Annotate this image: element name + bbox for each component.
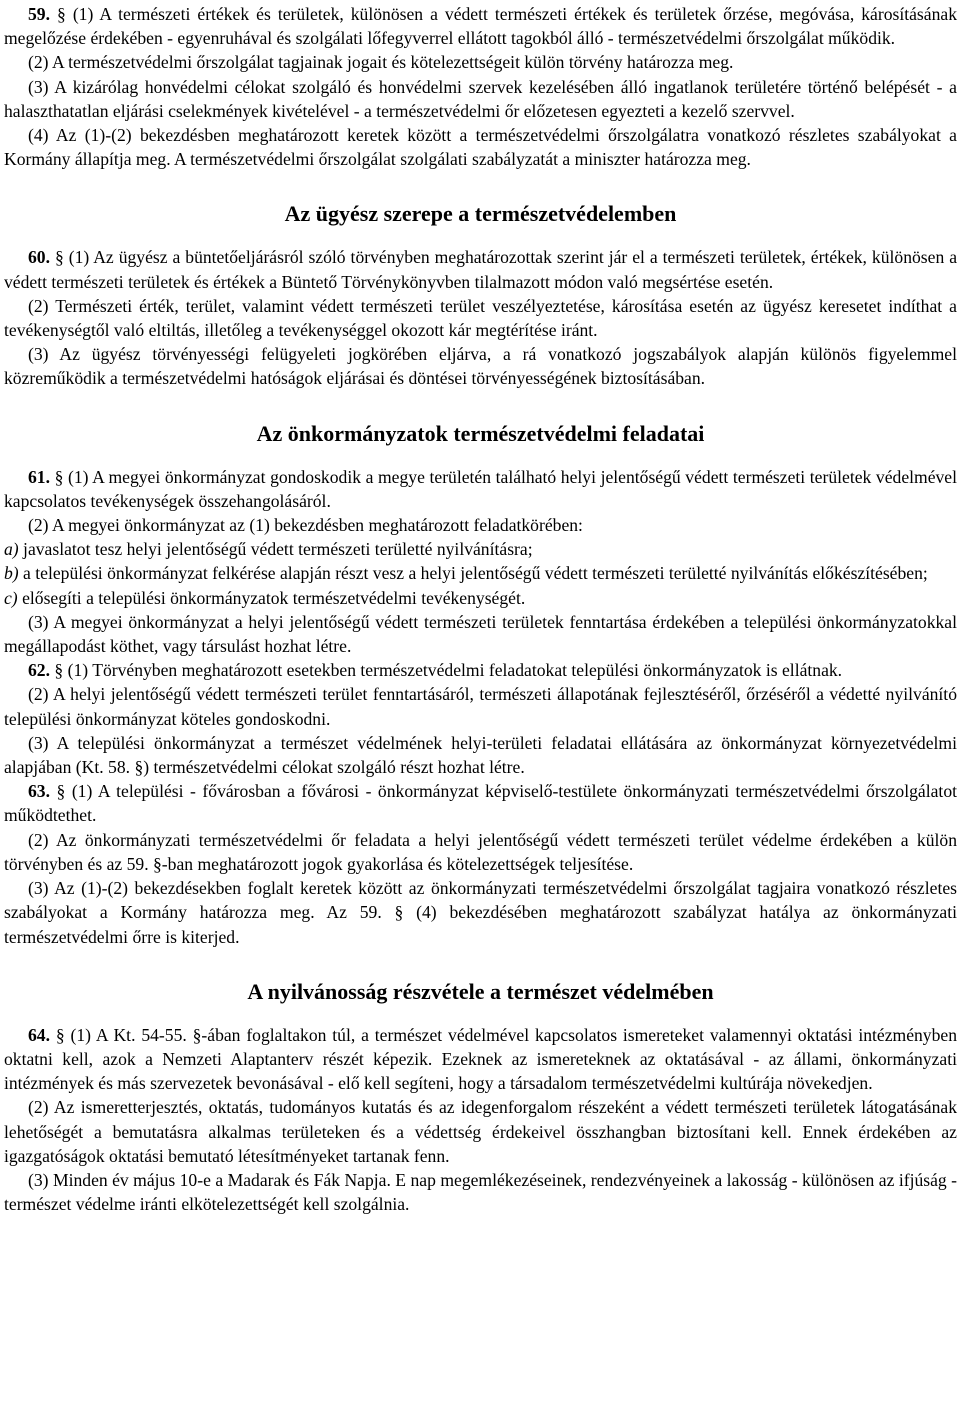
section-61-paragraph-3: (3) A megyei önkormányzat a helyi jelentőségű védett természeti területek fenntartása érdekében a települési önkormányzatokkal megállapodást köthet, vagy társulást hozhat létre. [4, 611, 957, 657]
section-number: 62. [28, 660, 50, 681]
item-letter: b) [4, 563, 19, 584]
section-61-item-a [4, 537, 957, 561]
section-62-paragraph-1 [4, 658, 957, 682]
heading-ugyesz: Az ügyész szerepe a természetvédelemben [284, 201, 677, 227]
section-symbol: § [54, 660, 64, 681]
section-64-paragraph-2: (2) Az ismeretterjesztés, oktatás, tudományos kutatás és az idegenforgalom részeként a védett természeti területek látogatásának lehetőségét a bemutatásra alkalmas területeken és a védettség érdekeivel összhangban biztosítani kell. Ennek érdekében az igazgatóságok oktatási bemutató létesítményeket tartanak fenn. [4, 1097, 957, 1166]
item-letter: c) [4, 587, 18, 608]
section-64-paragraph-1 [4, 1023, 957, 1096]
section-61-paragraph-2: (2) A megyei önkormányzat az (1) bekezdésben meghatározott feladatkörében: [28, 515, 583, 536]
section-number: 60. [28, 247, 50, 268]
section-symbol: § [54, 466, 64, 487]
heading-nyilvanossag: A nyilvánosság részvétele a természet védelmében [247, 978, 714, 1004]
section-63-paragraph-2: (2) Az önkormányzati természetvédelmi őr feladata a helyi jelentőségű védett természeti terület védelme érdekében a külön törvényben és az 59. §-ban meghatározott jogok gyakorlása és kötelezettségek teljesítése. [4, 829, 957, 874]
paragraph-text: (1) A települési - fővárosban a fővárosi - önkormányzat képviselő-testülete önkormányzati természetvédelmi őrszolgálatot működtethet. [4, 781, 957, 826]
section-number: 64. [28, 1024, 50, 1045]
section-61-item-c [4, 586, 957, 610]
item-text: javaslatot tesz helyi jelentőségű védett természeti területté nyilvánításra; [18, 539, 533, 560]
section-60-paragraph-2: (2) Természeti érték, terület, valamint védett természeti terület veszélyeztetése, károsítása esetén az ügyész keresetet indíthat a tevékenységtől való eltiltás, illetőleg a tevékenységgel okozott kár megtérítése iránt. [4, 295, 957, 341]
section-61-paragraph-1 [4, 465, 957, 513]
paragraph-text: (1) A megyei önkormányzat gondoskodik a megye területén található helyi jelentőségű védett természeti területek védelmével kapcsolatos tevékenységek összehangolásáról. [4, 466, 958, 511]
section-59-paragraph-1 [4, 2, 957, 50]
item-letter: a) [4, 539, 19, 560]
section-60-paragraph-3: (3) Az ügyész törvényességi felügyeleti jogkörében eljárva, a rá vonatkozó jogszabályok alapján különös figyelemmel közreműködik a természetvédelmi hatóságok eljárásai és döntései törvényességének biztosításában. [4, 344, 957, 389]
section-symbol: § [55, 1024, 65, 1045]
section-symbol: § [56, 781, 66, 802]
section-63-paragraph-3: (3) Az (1)-(2) bekezdésekben foglalt keretek között az önkormányzati természetvédelmi őrszolgálat tagjaira vonatkozó részletes szabályokat a Kormány határozza meg. Az 59. § (4) bekezdésében meghatározott szabályzat hatálya az önkormányzati természetvédelmi őrre is kiterjed. [4, 878, 957, 947]
document-page [4, 2, 957, 1216]
section-64-paragraph-3: (3) Minden év május 10-e a Madarak és Fák Napja. E nap megemlékezéseinek, rendezvényeinek a lakosság - különösen az ifjúság - természet védelme iránti elkötelezettségét kell szolgálnia. [4, 1169, 957, 1215]
paragraph-text: (1) A természeti értékek és területek, különösen a védett természeti értékek és területek őrzése, megóvása, károsításának megelőzése érdekében - egyenruhával és szolgálati lőfegyverrel ellátott tagokból álló - természetvédelmi őrszolgálat működik. [4, 4, 957, 49]
item-text: a települési önkormányzat felkérése alapján részt vesz a helyi jelentőségű védett természeti területté nyilvánítás előkészítésében; [18, 563, 928, 584]
item-text: elősegíti a települési önkormányzatok természetvédelmi tevékenységét. [17, 587, 526, 608]
section-59-paragraph-3: (3) A kizárólag honvédelmi célokat szolgáló és honvédelmi szervek kezelésében álló ingatlanok területére történő belépését - a halaszthatatlan eljárási cselekmények kivételével - a természetvédelmi őr előzetesen egyezteti a kezelő szervvel. [4, 76, 957, 121]
section-63-paragraph-1 [4, 779, 957, 827]
section-61-item-b [4, 561, 957, 585]
section-62-paragraph-2: (2) A helyi jelentőségű védett természeti terület fenntartásáról, természeti állapotának fejlesztéséről, őrzéséről a védetté nyilvánító települési önkormányzat köteles gondoskodni. [4, 684, 957, 729]
section-number: 61. [28, 466, 50, 487]
section-symbol: § [54, 247, 64, 268]
section-60-paragraph-1 [4, 245, 957, 293]
section-number: 59. [28, 4, 50, 24]
paragraph-text: (1) Törvényben meghatározott esetekben természetvédelmi feladatokat települési önkormányzatok is ellátnak. [63, 660, 843, 681]
section-59-paragraph-2: (2) A természetvédelmi őrszolgálat tagjainak jogait és kötelezettségeit külön törvény határozza meg. [28, 52, 734, 73]
section-number: 63. [28, 781, 50, 802]
section-59-paragraph-4: (4) Az (1)-(2) bekezdésben meghatározott keretek között a természetvédelmi őrszolgálatra vonatkozó részletes szabályokat a Kormány állapítja meg. A természetvédelmi őrszolgálat szolgálati szabályzatát a miniszter határozza meg. [4, 125, 957, 170]
heading-onkormanyzatok: Az önkormányzatok természetvédelmi feladatai [256, 420, 705, 446]
section-62-paragraph-3: (3) A települési önkormányzat a természet védelmének helyi-területi feladatai ellátására az önkormányzat környezetvédelmi alapjában (Kt. 58. §) természetvédelmi célokat szolgáló részt hozhat létre. [4, 732, 957, 778]
section-symbol: § [57, 4, 66, 24]
paragraph-text: (1) A Kt. 54-55. §-ában foglaltakon túl, a természet védelmével kapcsolatos ismereteket valamennyi oktatási intézményben oktatni kell, azok a Nemzeti Alaptanterv részét képezik. Ezeknek az ismereteknek az oktatásával - az állami, önkormányzati intézmények és más szervezetek bevonásával - elő kell segíteni, hogy a társadalom természetvédelmi kultúrája növekedjen. [4, 1024, 958, 1094]
paragraph-text: (1) Az ügyész a büntetőeljárásról szóló törvényben meghatározottak szerint jár el a természeti területek, értékek, különösen a védett természeti területek és értékek a Büntető Törvénykönyvben tilalmazott módon való megsértése esetén. [4, 247, 958, 292]
